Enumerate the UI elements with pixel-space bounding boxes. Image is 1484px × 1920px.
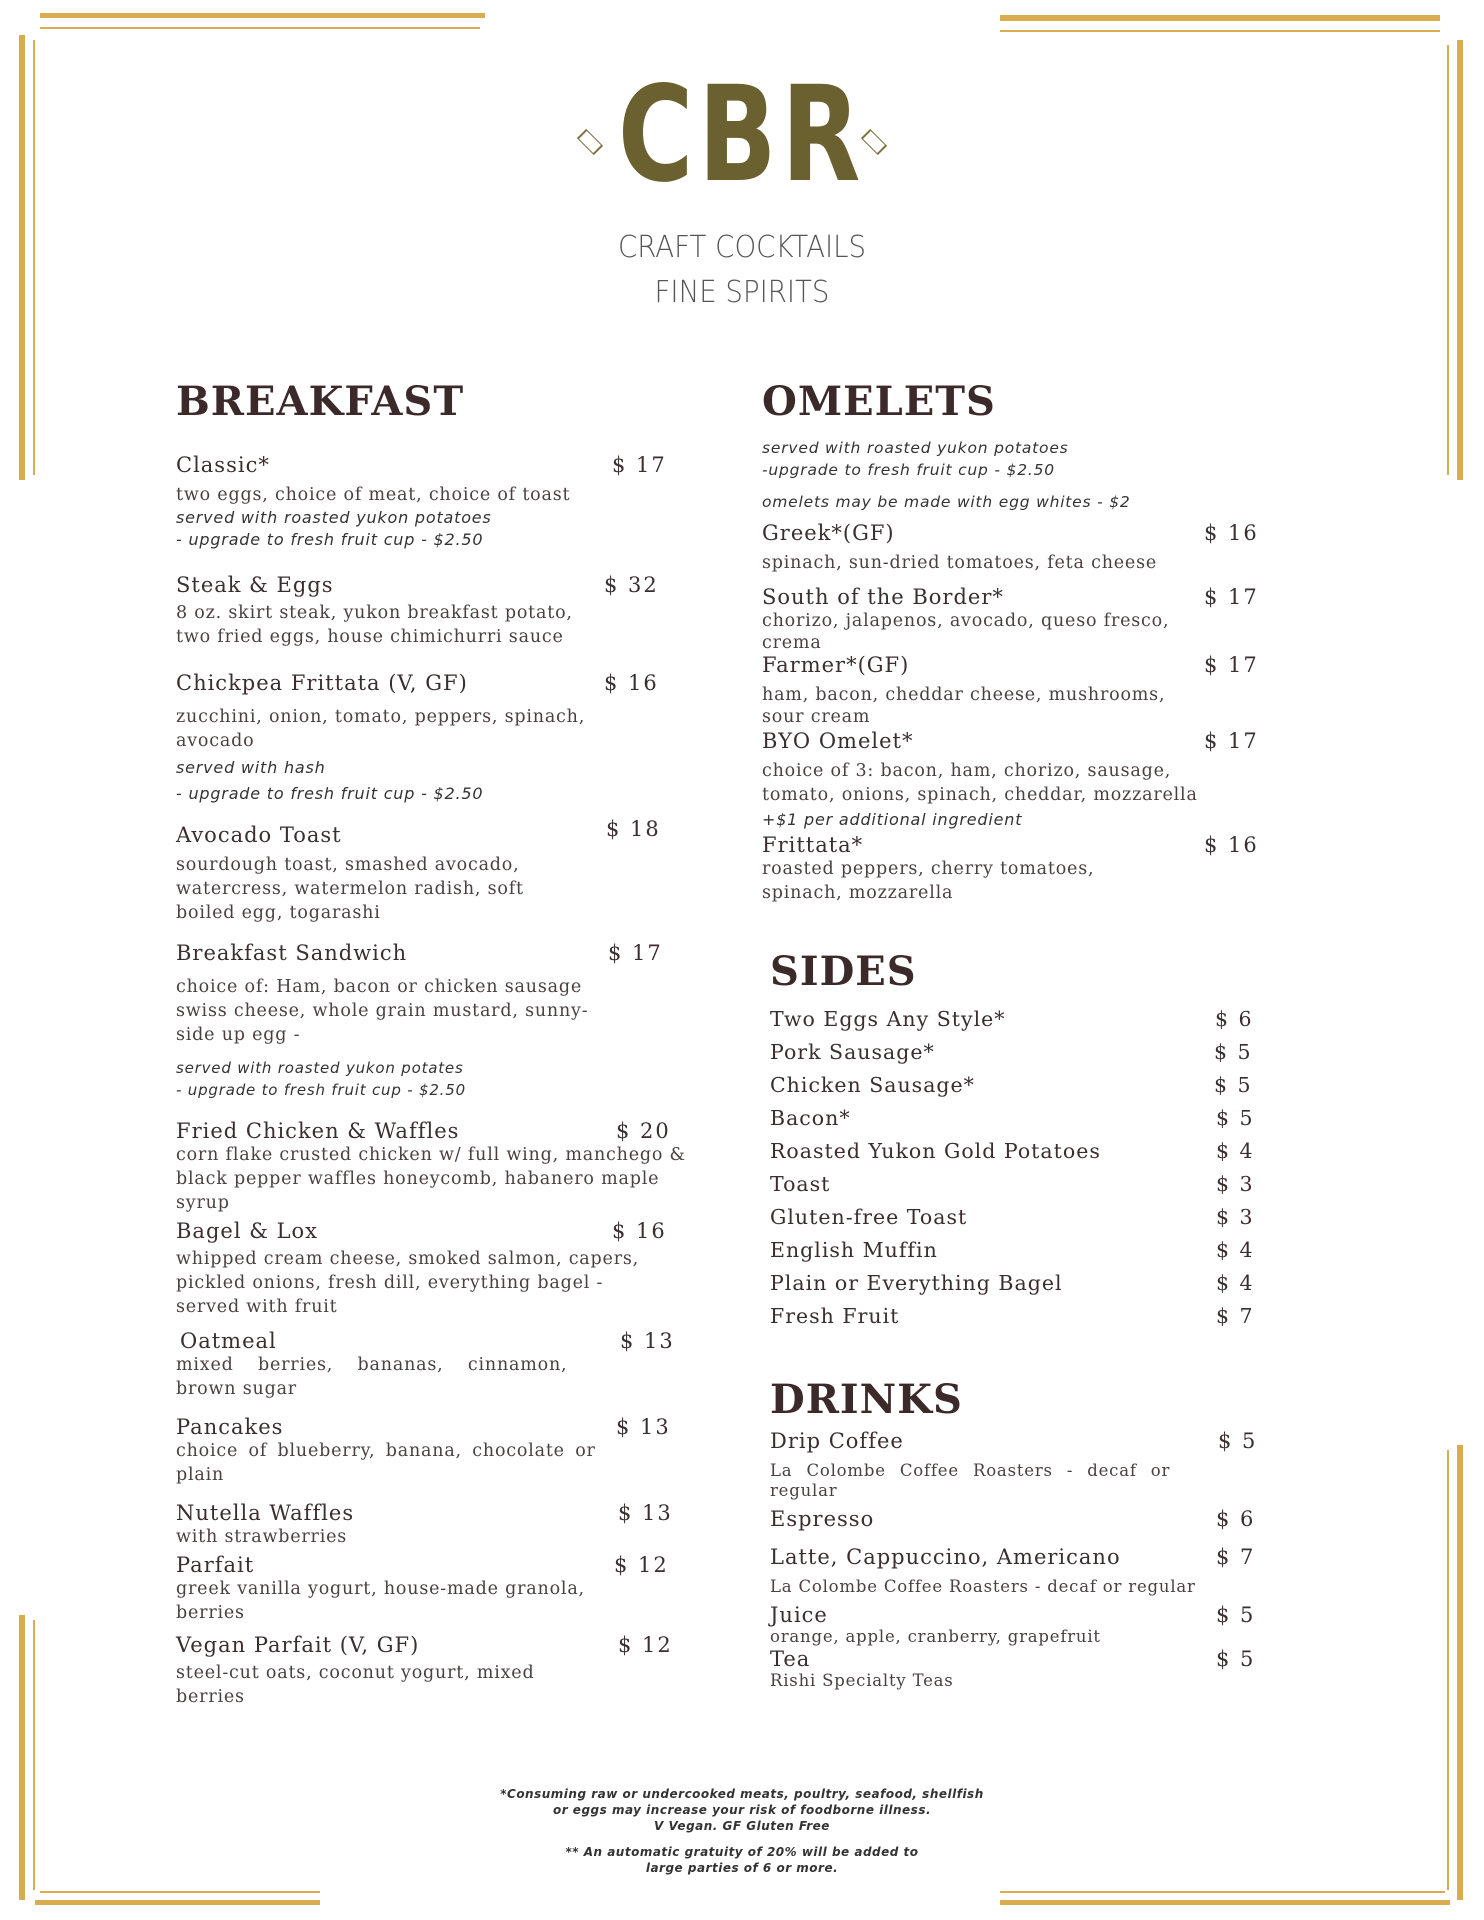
menu-item [770, 1507, 1260, 1531]
item-description: zucchini, onion, tomato, peppers, spinach, [176, 707, 586, 727]
frame-top-right [1000, 15, 1440, 21]
item-name: Oatmeal [180, 1329, 277, 1353]
item-description: syrup [176, 1193, 230, 1213]
menu-item [176, 1501, 686, 1549]
item-description: La Colombe Coffee Roasters - decaf or regular [770, 1577, 1196, 1596]
item-description: choice of 3: bacon, ham, chorizo, sausage, [762, 761, 1172, 781]
item-description: spinach, mozzarella [762, 883, 954, 903]
frame-top-right-thin [1000, 30, 1440, 32]
tagline-cocktails: CRAFT COCKTAILS [617, 230, 867, 265]
item-name: Tea [770, 1647, 811, 1671]
item-description: served with fruit [176, 1297, 338, 1317]
footer-line: ** An automatic gratuity of 20% will be added to [565, 1845, 919, 1859]
item-price: $ 18 [606, 817, 661, 841]
item-name: BYO Omelet* [762, 729, 914, 753]
item-price: $ 17 [1204, 729, 1259, 753]
item-price: $ 13 [620, 1329, 675, 1353]
list-item [770, 1205, 1260, 1238]
frame-bottom-left [35, 1900, 320, 1905]
item-description: tomato, onions, spinach, cheddar, mozzarella [762, 785, 1198, 805]
item-description: La Colombe Coffee Roasters - decaf or [770, 1461, 1171, 1480]
item-price: $ 17 [612, 453, 667, 477]
item-description: whipped cream cheese, smoked salmon, capers, [176, 1249, 640, 1269]
item-description: boiled egg, togarashi [176, 903, 381, 923]
item-price: $ 4 [1216, 1271, 1255, 1295]
item-price: $ 13 [616, 1415, 671, 1439]
footer-line: V Vegan. GF Gluten Free [654, 1819, 830, 1833]
item-price: $ 6 [1215, 1007, 1254, 1031]
item-price: $ 17 [1204, 585, 1259, 609]
menu-item [762, 729, 1262, 831]
item-description: avocado [176, 731, 255, 751]
item-description: berries [176, 1687, 245, 1707]
item-name: Nutella Waffles [176, 1501, 355, 1525]
item-note: - upgrade to fresh fruit cup - $2.50 [176, 1081, 466, 1099]
item-note: served with roasted yukon potatoes [176, 508, 492, 527]
item-price: $ 13 [618, 1501, 673, 1525]
item-price: $ 5 [1214, 1073, 1253, 1097]
item-price: $ 16 [604, 671, 659, 695]
item-description: regular [770, 1481, 838, 1500]
item-price: $ 5 [1214, 1040, 1253, 1064]
list-item [770, 1271, 1260, 1304]
omelets-note: omelets may be made with egg whites - $2 [762, 493, 1131, 511]
section-title-omelets: OMELETS [762, 378, 996, 425]
sides-section [770, 948, 1260, 1337]
item-name: Fried Chicken & Waffles [176, 1119, 460, 1143]
item-name: Juice [770, 1603, 828, 1627]
drinks-section [770, 1376, 1260, 1691]
menu-item [176, 1553, 686, 1625]
item-price: $ 32 [604, 573, 659, 597]
menu-item [176, 941, 686, 1101]
item-description: sourdough toast, smashed avocado, [176, 855, 520, 875]
list-item [770, 1304, 1260, 1337]
item-name: Frittata* [762, 833, 864, 857]
item-name: Chickpea Frittata (V, GF) [176, 671, 468, 695]
menu-item [176, 1415, 686, 1487]
item-name: Greek*(GF) [762, 521, 895, 545]
menu-item [770, 1429, 1260, 1501]
item-price: $ 17 [608, 941, 663, 965]
item-description: Rishi Specialty Teas [770, 1671, 954, 1690]
item-description: berries [176, 1603, 245, 1623]
item-name: Latte, Cappuccino, Americano [770, 1545, 1121, 1569]
menu-item [762, 833, 1262, 905]
item-description: brown sugar [176, 1379, 297, 1399]
item-name: Drip Coffee [770, 1429, 904, 1453]
item-description: swiss cheese, whole grain mustard, sunny- [176, 1001, 589, 1021]
item-description: choice of blueberry, banana, chocolate or [176, 1441, 596, 1461]
item-name: South of the Border* [762, 585, 1004, 609]
logo-header [0, 60, 1484, 210]
frame-top-left-thin [40, 27, 480, 29]
menu-item [176, 817, 686, 925]
item-description: 8 oz. skirt steak, yukon breakfast potato, [176, 603, 573, 623]
item-note: +$1 per additional ingredient [762, 810, 1023, 829]
menu-item [176, 1119, 686, 1215]
item-name: Avocado Toast [176, 823, 342, 847]
item-name: Espresso [770, 1507, 875, 1531]
item-price: $ 6 [1216, 1507, 1256, 1531]
item-price: $ 3 [1216, 1205, 1255, 1229]
item-name: Plain or Everything Bagel [770, 1271, 1063, 1295]
menu-item [176, 453, 686, 551]
item-note: served with hash [176, 758, 326, 777]
item-name: Parfait [176, 1553, 255, 1577]
frame-top-left [40, 13, 485, 18]
item-name: Fresh Fruit [770, 1304, 900, 1328]
item-description: ham, bacon, cheddar cheese, mushrooms, [762, 685, 1166, 705]
item-description: black pepper waffles honeycomb, habanero maple [176, 1169, 660, 1189]
brand-logo: CBR [618, 58, 866, 212]
item-description: chorizo, jalapenos, avocado, queso fresco, [762, 611, 1170, 631]
item-name: Farmer*(GF) [762, 653, 910, 677]
item-description: roasted peppers, cherry tomatoes, [762, 859, 1095, 879]
item-description: sour cream [762, 707, 871, 727]
item-name: Gluten-free Toast [770, 1205, 968, 1229]
section-title-breakfast: BREAKFAST [176, 378, 465, 425]
item-price: $ 12 [614, 1553, 669, 1577]
menu-item [762, 653, 1262, 727]
omelets-note: served with roasted yukon potatoes [762, 439, 1069, 457]
item-name: Roasted Yukon Gold Potatoes [770, 1139, 1101, 1163]
item-price: $ 12 [618, 1633, 673, 1657]
item-description: two fried eggs, house chimichurri sauce [176, 627, 564, 647]
item-description: watercress, watermelon radish, soft [176, 879, 524, 899]
item-description: mixed berries, bananas, cinnamon, [176, 1355, 568, 1375]
item-description: pickled onions, fresh dill, everything bagel - [176, 1273, 604, 1293]
item-price: $ 16 [1204, 521, 1259, 545]
tagline-spirits: FINE SPIRITS [654, 275, 830, 310]
list-item [770, 1040, 1260, 1073]
item-price: $ 4 [1216, 1139, 1255, 1163]
list-item [770, 1139, 1260, 1172]
section-title-sides: SIDES [770, 948, 917, 995]
item-price: $ 16 [1204, 833, 1259, 857]
footer-line: *Consuming raw or undercooked meats, poultry, seafood, shellfish [500, 1787, 984, 1801]
menu-item [176, 1219, 686, 1319]
item-name: English Muffin [770, 1238, 938, 1262]
frame-bottom-right [1000, 1900, 1450, 1905]
menu-item [770, 1647, 1260, 1691]
item-price: $ 5 [1216, 1647, 1256, 1671]
item-name: Vegan Parfait (V, GF) [176, 1633, 420, 1657]
omelets-note: -upgrade to fresh fruit cup - $2.50 [762, 461, 1055, 479]
item-name: Classic* [176, 453, 270, 477]
list-item [770, 1106, 1260, 1139]
item-price: $ 16 [612, 1219, 667, 1243]
footer-line: large parties of 6 or more. [645, 1861, 839, 1875]
list-item [770, 1073, 1260, 1106]
item-description: spinach, sun-dried tomatoes, feta cheese [762, 553, 1158, 573]
item-name: Pork Sausage* [770, 1040, 935, 1064]
section-title-drinks: DRINKS [770, 1376, 963, 1423]
list-item [770, 1238, 1260, 1271]
item-name: Steak & Eggs [176, 573, 334, 597]
item-description: two eggs, choice of meat, choice of toast [176, 485, 571, 505]
item-name: Pancakes [176, 1415, 284, 1439]
item-price: $ 4 [1216, 1238, 1255, 1262]
item-price: $ 5 [1216, 1106, 1255, 1130]
item-name: Toast [770, 1172, 831, 1196]
item-name: Chicken Sausage* [770, 1073, 975, 1097]
item-price: $ 20 [616, 1119, 671, 1143]
item-note: - upgrade to fresh fruit cup - $2.50 [176, 784, 484, 803]
item-name: Two Eggs Any Style* [770, 1007, 1006, 1031]
item-price: $ 7 [1216, 1304, 1255, 1328]
item-name: Bacon* [770, 1106, 851, 1130]
item-price: $ 17 [1204, 653, 1259, 677]
menu-item [176, 671, 686, 805]
list-item [770, 1007, 1260, 1040]
sides-list [770, 1007, 1260, 1337]
menu-item [770, 1545, 1260, 1599]
item-name: Bagel & Lox [176, 1219, 319, 1243]
item-note: served with roasted yukon potates [176, 1059, 464, 1077]
item-description: side up egg - [176, 1025, 301, 1045]
item-description: plain [176, 1465, 225, 1485]
menu-item [770, 1603, 1260, 1647]
item-description: choice of: Ham, bacon or chicken sausage [176, 977, 583, 997]
item-price: $ 3 [1216, 1172, 1255, 1196]
omelets-section [762, 378, 1262, 905]
item-price: $ 5 [1216, 1603, 1256, 1627]
item-description: steel-cut oats, coconut yogurt, mixed [176, 1663, 535, 1683]
breakfast-section [176, 378, 686, 1709]
menu-item [176, 1329, 686, 1401]
menu-item [762, 585, 1262, 653]
footer-disclaimer [0, 1786, 1484, 1876]
menu-item [176, 1633, 686, 1709]
menu-item [176, 573, 686, 649]
list-item [770, 1172, 1260, 1205]
item-note: - upgrade to fresh fruit cup - $2.50 [176, 530, 484, 549]
footer-line: or eggs may increase your risk of foodborne illness. [552, 1803, 932, 1817]
frame-bottom-right-thin [1000, 1891, 1445, 1893]
item-price: $ 5 [1218, 1429, 1258, 1453]
menu-item [762, 521, 1262, 575]
item-description: greek vanilla yogurt, house-made granola, [176, 1579, 585, 1599]
item-name: Breakfast Sandwich [176, 941, 408, 965]
item-price: $ 7 [1216, 1545, 1256, 1569]
frame-bottom-left-thin [40, 1891, 320, 1893]
item-description: with strawberries [176, 1527, 348, 1547]
item-description: crema [762, 633, 822, 653]
item-description: orange, apple, cranberry, grapefruit [770, 1627, 1101, 1646]
item-description: corn flake crusted chicken w/ full wing, manchego & [176, 1145, 686, 1165]
